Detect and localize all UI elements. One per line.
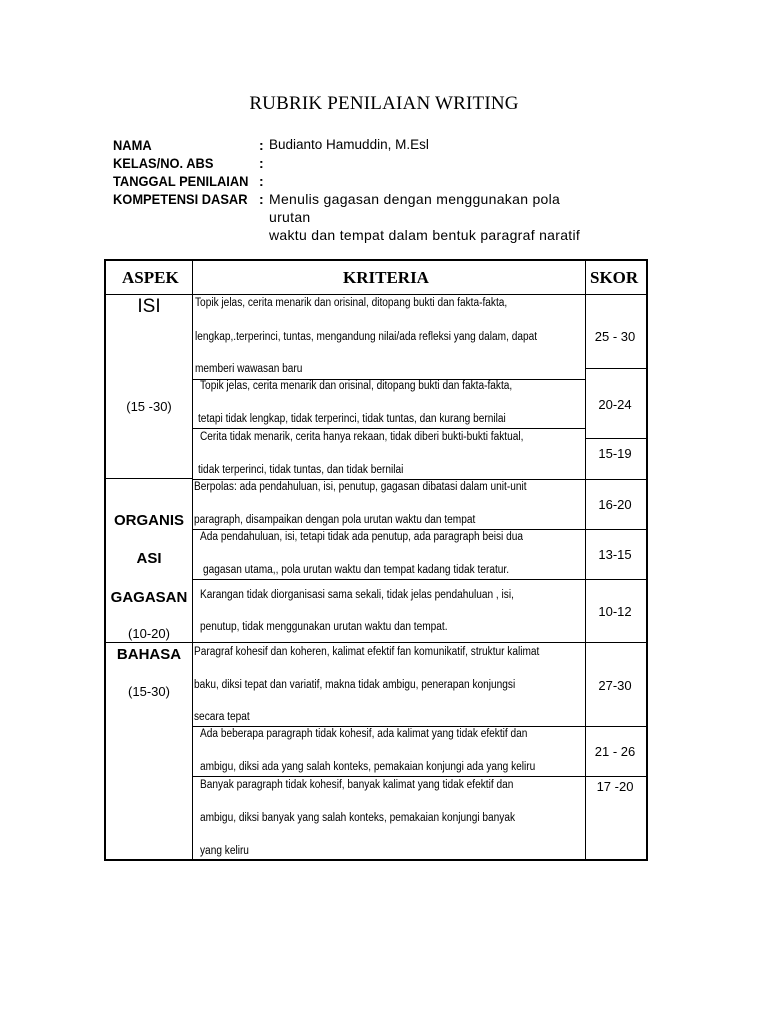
criteria-org-1-line-2: paragraph, disampaikan dengan pola urutan waktu dan tempat <box>194 514 476 526</box>
info-row-kompetensi <box>113 190 599 244</box>
criteria-isi-3-line-1: Cerita tidak menarik, cerita hanya rekaan, tidak diberi bukti-bukti faktual, <box>200 431 524 443</box>
criteria-bahasa-1-line-2: baku, diksi tepat dan variatif, makna tidak ambigu, penerapan konjungsi <box>194 679 516 691</box>
criteria-bahasa-3-line-3: yang keliru <box>200 845 249 857</box>
page-title: RUBRIK PENILAIAN WRITING <box>249 93 519 114</box>
aspek-bahasa-name: BAHASA <box>116 646 182 663</box>
criteria-bahasa-3-line-1: Banyak paragraph tidak kohesif, banyak kalimat yang tidak efektif dan <box>200 779 514 791</box>
header-aspek: ASPEK <box>122 268 179 287</box>
info-row-kelas <box>113 154 599 172</box>
score-org-1: 16-20 <box>598 497 632 512</box>
criteria-isi-1-line-1: Topik jelas, cerita menarik dan orisinal, ditopang bukti dan fakta-fakta, <box>195 297 508 309</box>
score-org-2: 13-15 <box>598 547 632 562</box>
aspek-bahasa-range: (15-30) <box>128 684 170 699</box>
tanggal-colon: : <box>259 173 264 189</box>
criteria-org-2-line-2: gagasan utama,, pola urutan waktu dan tempat kadang tidak teratur. <box>203 564 510 576</box>
score-bahasa-2: 21 - 26 <box>594 744 636 759</box>
nama-label: NAMA <box>113 137 152 153</box>
criteria-org-3-line-1: Karangan tidak diorganisasi sama sekali, tidak jelas pendahuluan , isi, <box>200 589 514 601</box>
criteria-isi-2-line-2: tetapi tidak lengkap, tidak terperinci, tidak tuntas, dan kurang bernilai <box>198 413 506 425</box>
tanggal-label: TANGGAL PENILAIAN <box>113 173 249 189</box>
aspek-isi-range: (15 -30) <box>126 399 172 414</box>
aspek-organisasi-range: (10-20) <box>128 626 170 641</box>
criteria-org-3-line-2: penutup, tidak menggunakan urutan waktu dan tempat. <box>200 621 448 633</box>
criteria-isi-2-line-1: Topik jelas, cerita menarik dan orisinal, ditopang bukti dan fakta-fakta, <box>200 380 513 392</box>
kompetensi-colon: : <box>259 191 264 207</box>
criteria-org-2-line-1: Ada pendahuluan, isi, tetapi tidak ada penutup, ada paragraph beisi dua <box>200 531 523 543</box>
score-org-3: 10-12 <box>598 604 632 619</box>
score-bahasa-3: 17 -20 <box>596 779 634 794</box>
criteria-bahasa-1-line-3: secara tepat <box>194 711 250 723</box>
criteria-org-1-line-1: Berpolas: ada pendahuluan, isi, penutup, gagasan dibatasi dalam unit-unit <box>194 481 527 493</box>
aspek-organisasi-name-3: GAGASAN <box>110 589 188 606</box>
aspek-organisasi-name-1: ORGANIS <box>113 512 184 529</box>
criteria-bahasa-1-line-1: Paragraf kohesif dan koheren, kalimat efektif fan komunikatif, struktur kalimat <box>194 646 540 658</box>
score-isi-2: 20-24 <box>598 397 632 412</box>
score-isi-1: 25 - 30 <box>594 329 636 344</box>
criteria-isi-1-line-2: lengkap,.terperinci, tuntas, mengandung nilai/ada refleksi yang dalam, dapat <box>195 331 538 343</box>
criteria-isi-3-line-2: tidak terperinci, tidak tuntas, dan tidak bernilai <box>198 464 404 476</box>
kompetensi-line-1: Menulis gagasan dengan menggunakan pola urutan <box>269 191 561 225</box>
header-skor: SKOR <box>590 268 639 287</box>
aspek-isi-name: ISI <box>137 296 161 317</box>
nama-value: Budianto Hamuddin, M.Esl <box>269 137 429 152</box>
score-bahasa-1: 27-30 <box>598 678 632 693</box>
score-isi-3: 15-19 <box>598 446 632 461</box>
kompetensi-line-2: waktu dan tempat dalam bentuk paragraf naratif <box>269 227 581 243</box>
info-row-nama <box>113 136 599 154</box>
kelas-label: KELAS/NO. ABS <box>113 155 214 171</box>
info-row-tanggal <box>113 172 599 190</box>
criteria-bahasa-2-line-2: ambigu, diksi ada yang salah konteks, pemakaian konjungi ada yang keliru <box>200 761 536 773</box>
kompetensi-label: KOMPETENSI DASAR <box>113 191 248 207</box>
header-kriteria: KRITERIA <box>343 268 429 287</box>
nama-colon: : <box>259 137 264 153</box>
criteria-isi-1-line-3: memberi wawasan baru <box>195 363 303 375</box>
info-block <box>113 136 599 244</box>
criteria-bahasa-3-line-2: ambigu, diksi banyak yang salah konteks, pemakaian konjungi banyak <box>200 812 516 824</box>
kelas-colon: : <box>259 155 264 171</box>
aspek-organisasi-name-2: ASI <box>136 550 162 567</box>
criteria-bahasa-2-line-1: Ada beberapa paragraph tidak kohesif, ada kalimat yang tidak efektif dan <box>200 728 528 740</box>
kompetensi-value <box>269 190 599 244</box>
